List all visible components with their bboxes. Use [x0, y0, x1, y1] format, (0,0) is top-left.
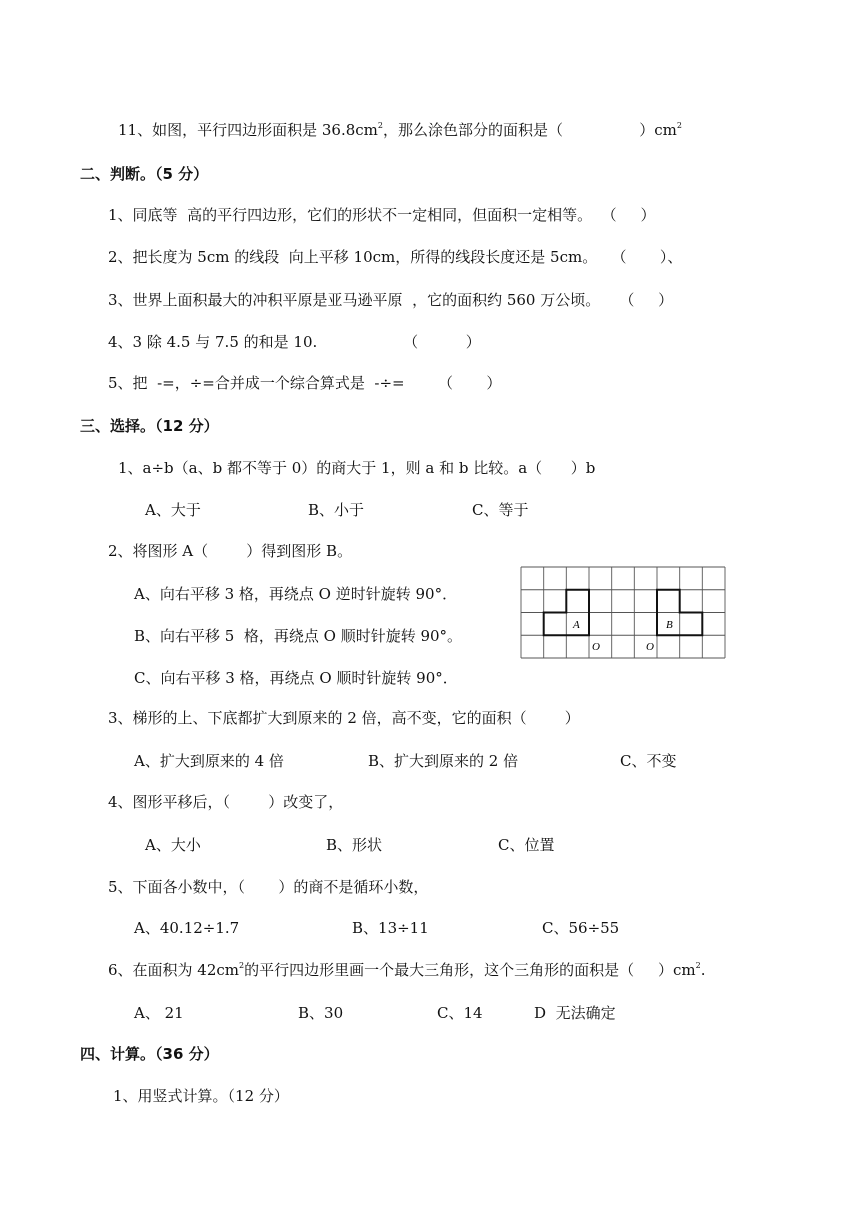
choice-q3-stem: 3、梯形的上、下底都扩大到原来的 2 倍，高不变，它的面积（ ）: [108, 709, 580, 727]
choice-q3-option-c: C、不变: [620, 752, 677, 770]
judge-item-5: 5、把 -=，÷=合并成一个综合算式是 -÷= （ ）: [108, 374, 502, 392]
q6-sup2: 2: [695, 961, 701, 970]
section-4-title: 四、计算。（36 分）: [80, 1045, 219, 1063]
choice-q6-option-c: C、14: [437, 1004, 483, 1022]
point-o-a: O: [592, 641, 600, 653]
section-2-title: 二、判断。（5 分）: [80, 165, 209, 183]
q6-sup1: 2: [239, 961, 245, 970]
judge-item-2: 2、把长度为 5cm 的线段 向上平移 10cm，所得的线段长度还是 5cm。 （ ）、: [108, 248, 683, 266]
shape-a-label: A: [573, 619, 580, 631]
choice-q1-option-c: C、等于: [472, 501, 529, 519]
choice-q5-stem: 5、下面各小数中，（ ）的商不是循环小数，: [108, 878, 429, 896]
choice-q5-option-b: B、13÷11: [352, 919, 429, 937]
judge-item-4: 4、3 除 4.5 与 7.5 的和是 10. （ ）: [108, 333, 481, 351]
choice-q4-stem: 4、图形平移后，（ ）改变了，: [108, 793, 344, 811]
translation-grid-figure: [520, 566, 728, 660]
calc-sub-1: 1、用竖式计算。（12 分）: [113, 1087, 289, 1105]
q6-stem-pre: 6、在面积为 42cm: [108, 961, 240, 979]
q11-mid: ，那么涂色部分的面积是（ ）cm: [382, 121, 677, 139]
choice-q6-option-b: B、30: [298, 1004, 344, 1022]
choice-q1-option-a: A、大于: [145, 501, 201, 519]
question-11: [118, 120, 682, 140]
choice-q4-option-c: C、位置: [498, 836, 555, 854]
choice-q6-option-a: A、 21: [134, 1004, 184, 1022]
choice-q6-stem: [108, 960, 705, 980]
choice-q2-option-a: A、向右平移 3 格，再绕点 O 逆时针旋转 90°．: [134, 585, 458, 603]
q6-stem-end: .: [700, 961, 706, 979]
judge-item-1: 1、同底等 高的平行四边形，它们的形状不一定相同，但面积一定相等。 （ ）: [108, 206, 656, 224]
section-3-title: 三、选择。（12 分）: [80, 417, 219, 435]
choice-q4-option-a: A、大小: [145, 836, 201, 854]
q11-sup2: 2: [676, 121, 682, 130]
choice-q2-option-b: B、向右平移 5 格，再绕点 O 顺时针旋转 90°。: [134, 627, 463, 645]
choice-q5-option-c: C、56÷55: [542, 919, 620, 937]
choice-q1-option-b: B、小于: [308, 501, 365, 519]
choice-q3-option-b: B、扩大到原来的 2 倍: [368, 752, 519, 770]
choice-q2-stem: 2、将图形 A（ ）得到图形 B。: [108, 542, 353, 560]
choice-q2-option-c: C、向右平移 3 格，再绕点 O 顺时针旋转 90°．: [134, 669, 458, 687]
choice-q4-option-b: B、形状: [326, 836, 383, 854]
choice-q5-option-a: A、40.12÷1.7: [134, 919, 240, 937]
choice-q6-option-d: D 无法确定: [534, 1004, 616, 1022]
choice-q3-option-a: A、扩大到原来的 4 倍: [134, 752, 284, 770]
q6-stem-post: 的平行四边形里画一个最大三角形，这个三角形的面积是（ ）cm: [244, 961, 696, 979]
q11-sup1: 2: [377, 121, 383, 130]
point-o-b: O: [646, 641, 654, 653]
choice-q1-stem: 1、a÷b（a、b 都不等于 0）的商大于 1，则 a 和 b 比较。a（ ）b: [118, 459, 596, 477]
judge-item-3: 3、世界上面积最大的冲积平原是亚马逊平原 ，它的面积约 560 万公顷。 （ ）: [108, 291, 674, 309]
shape-b-label: B: [666, 619, 673, 631]
q11-text: 11、如图，平行四边形面积是 36.8cm: [118, 121, 378, 139]
